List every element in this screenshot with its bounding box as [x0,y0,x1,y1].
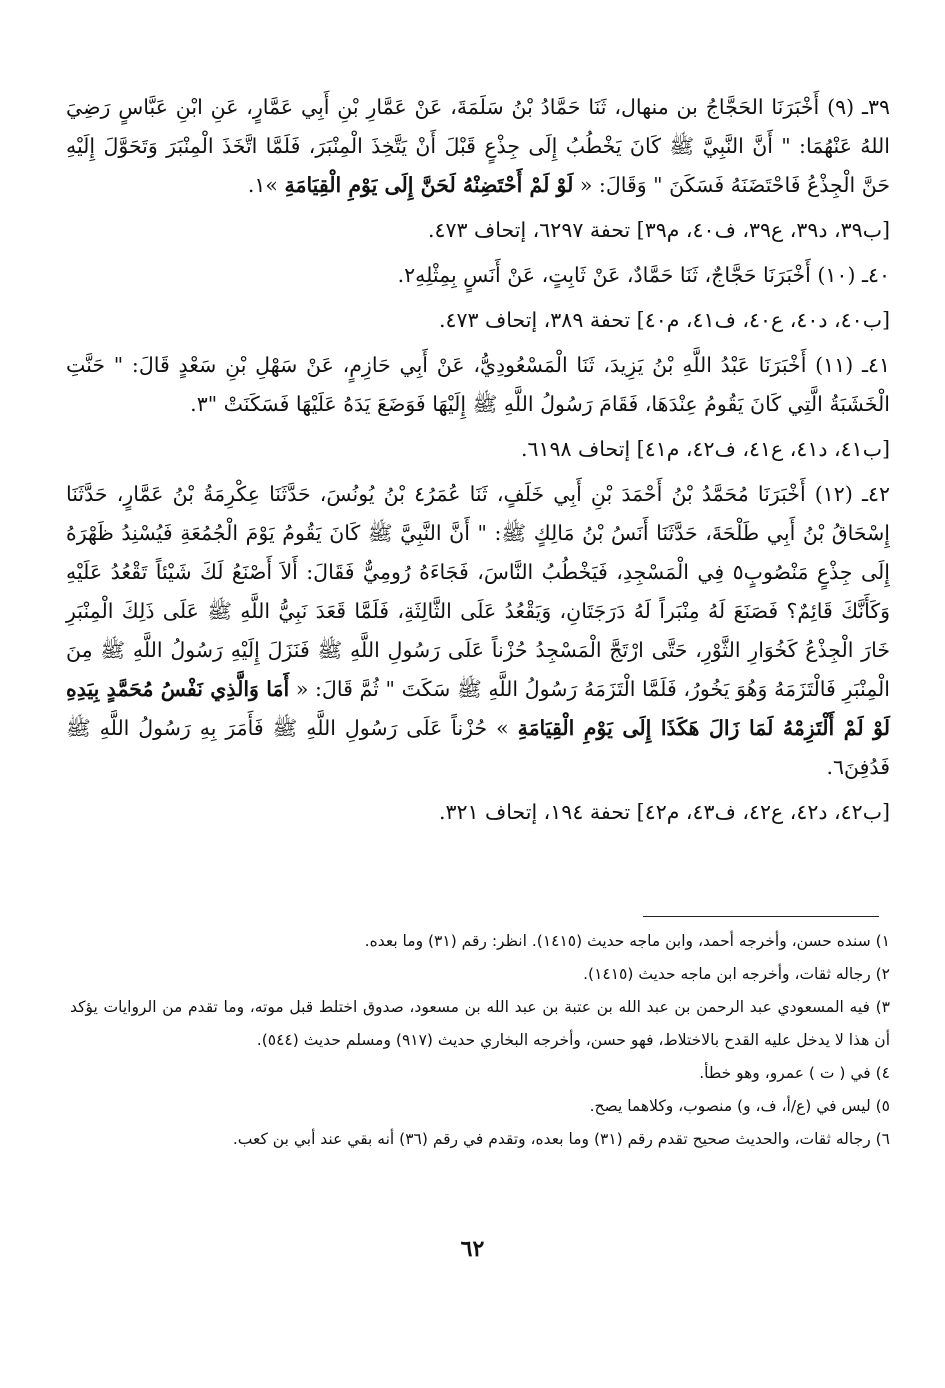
source-line-39: [ب٣٩، د٣٩، ع٣٩، ف٤٠، م٣٩] تحفة ٦٢٩٧، إتحاف ٤٧٣. [427,218,890,242]
text-segment: ٤١ـ (١١) أَخْبَرَنَا عَبْدُ اللَّهِ بْنُ يَزِيدَ، ثَنَا الْمَسْعُودِيُّ، عَنْ أَبِي حَازِمٍ، عَنْ سَهْلِ بْنِ سَعْدٍ قَالَ: " حَنَّتِ الْخَشَبَةُ الَّتِي كَانَ يَقُومُ عِنْدَهَا، فَقَامَ رَسُولُ اللَّهِ ﷺ إِلَيْهَا فَوَضَعَ يَدَهُ عَلَيْهَا فَسَكَنَتْ "٣. [66,353,890,416]
text-segment: ٤٢ـ (١٢) أَخْبَرَنَا مُحَمَّدُ بْنُ أَحْمَدَ بْنِ أَبِي خَلَفٍ، ثَنَا عُمَرُ٤ بْنُ يُونُسَ، حَدَّثَنَا عِكْرِمَةُ بْنُ عَمَّارٍ، حَدَّثَنَا إِسْحَاقُ بْنُ أَبِي طَلْحَةَ، حَدَّثَنَا أَنَسُ بْنُ مَالِكٍ ﷺ: " أَنَّ النَّبِيَّ ﷺ كَانَ يَقُومُ يَوْمَ الْجُمُعَةِ فَيُسْنِدُ ظَهْرَهُ إِلَى جِذْعٍ مَنْصُوبٍ٥ فِي الْمَسْجِدِ، فَيَخْطُبُ النَّاسَ، فَجَاءَهُ رُومِيٌّ فَقَالَ: أَلاَ أَصْنَعُ لَكَ شَيْئاً تَقْعُدُ عَلَيْهِ وَكَأَنَّكَ قَائِمٌ؟ فَصَنَعَ لَهُ مِنْبَراً لَهُ دَرَجَتَانِ، وَيَقْعُدُ عَلَى الثَّالِثَةِ، فَلَمَّا قَعَدَ نَبِيُّ اللَّهِ ﷺ عَلَى ذَلِكَ الْمِنْبَرِ خَارَ الْجِذْعُ كَخُوَارِ الثَّوْرِ، حَتَّى ارْتَجَّ الْمَسْجِدُ حُزْناً عَلَى رَسُولِ اللَّهِ ﷺ فَنَزَلَ إِلَيْهِ رَسُولُ اللَّهِ ﷺ مِنَ الْمِنْبَرِ فَالْتَزَمَهُ وَهُوَ يَخُورُ، فَلَمَّا الْتَزَمَهُ رَسُولُ اللَّهِ ﷺ سَكَتَ " ثُمَّ قَالَ: « [66,482,890,701]
footnote-2: ٢) رجاله ثقات، وأخرجه ابن ماجه حديث (١٤١٥). [583,965,890,983]
text-segment: » حُزْناً عَلَى رَسُولِ اللَّهِ ﷺ فَأَمَرَ بِهِ رَسُولُ اللَّهِ ﷺ فَدُفِنَ٦. [66,716,890,779]
footnote-4: ٤) في ( ت ) عمرو، وهو خطأ. [699,1064,890,1082]
hadith-40 [66,256,890,295]
footnote-3: ٣) فيه المسعودي عبد الرحمن بن عبد الله بن عتبة بن عبد الله بن مسعود، صدوق اختلط قبل موته، وما تقدم من الروايات يؤكد أن هذا لا يدخل عليه القدح بالاختلاط، فهو حسن، وأخرجه البخاري حديث (٩١٧) ومسلم حديث (٥٤٤). [70,998,890,1049]
footnote-5: ٥) ليس في (ع/أ، ف، و) منصوب، وكلاهما يصح. [589,1097,890,1115]
source-line-40: [ب٤٠، د٤٠، ع٤٠، ف٤١، م٤٠] تحفة ٣٨٩، إتحاف ٤٧٣. [438,308,890,332]
source-line-42: [ب٤٢، د٤٢، ع٤٢، ف٤٣، م٤٢] تحفة ١٩٤، إتحاف ٣٢١. [438,800,890,824]
hadith-text-block [66,88,890,838]
footnote-separator [643,916,879,917]
footnotes [70,925,890,1156]
footnote-6: ٦) رجاله ثقات، والحديث صحيح تقدم رقم (٣١) وما بعده، وتقدم في رقم (٣٦) أنه بقي عند أبي بن كعب. [232,1130,890,1148]
hadith-39 [66,88,890,205]
hadith-42 [66,475,890,787]
text-segment: ٤٠ـ (١٠) أَخْبَرَنَا حَجَّاجٌ، ثَنَا حَمَّادٌ، عَنْ ثَابِتٍ، عَنْ أَنَسٍ بِمِثْلِهِ٢. [397,263,890,287]
prophetic-saying: لَوْ لَمْ أَحْتَضِنْهُ لَحَنَّ إِلَى يَوْمِ الْقِيَامَةِ [284,173,574,197]
footnote-1: ١) سنده حسن، وأخرجه أحمد، وابن ماجه حديث (١٤١٥). انظر: رقم (٣١) وما بعده. [364,932,890,950]
prophetic-saying: أَمَا وَالَّذِي نَفْسُ مُحَمَّدٍ بِيَدِهِ لَوْ لَمْ أَلْتَزِمْهُ لَمَا زَالَ هَكَذَا إِلَى يَوْمِ الْقِيَامَةِ [66,677,891,740]
page-number: ٦٢ [460,1236,485,1262]
source-line-41: [ب٤١، د٤١، ع٤١، ف٤٢، م٤١] إتحاف ٦١٩٨. [520,437,890,461]
text-segment: »١. [247,173,285,197]
text-segment: ٣٩ـ (٩) أَخْبَرَنَا الحَجَّاجُ بن منهال، ثَنَا حَمَّادُ بْنُ سَلَمَةَ، عَنْ عَمَّارِ بْنِ أَبِي عَمَّارٍ، عَنِ ابْنِ عَبَّاسٍ رَضِيَ اللهُ عَنْهُمَا: " أَنَّ النَّبِيَّ ﷺ كَانَ يَخْطُبُ إِلَى جِذْعٍ قَبْلَ أَنْ يَتَّخِذَ الْمِنْبَرَ، فَلَمَّا اتَّخَذَ الْمِنْبَرَ وَتَحَوَّلَ إِلَيْهِ حَنَّ الْجِذْعُ فَاحْتَضَنَهُ فَسَكَنَ " وَقَالَ: « [66,95,890,197]
hadith-41 [66,346,890,424]
